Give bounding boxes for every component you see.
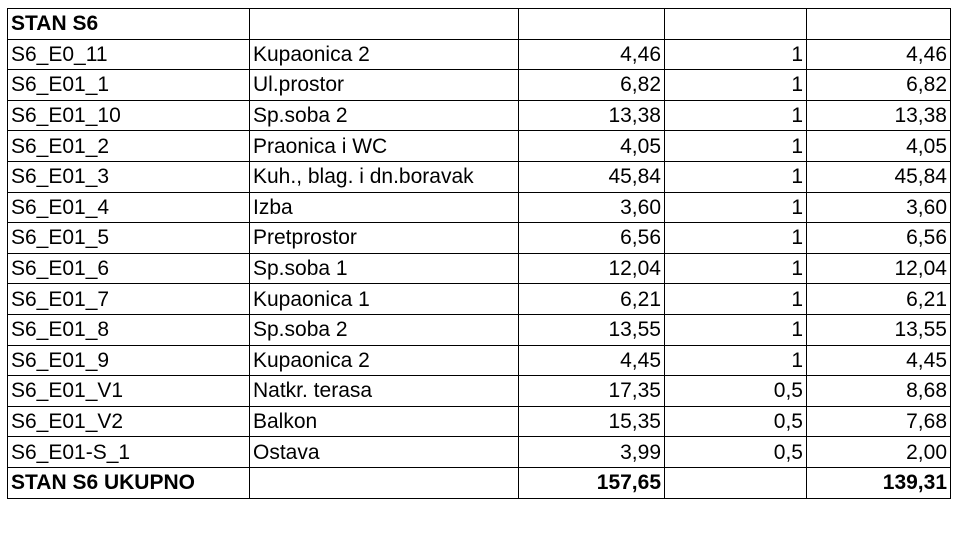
apartment-area-sheet [7,8,951,499]
room-net-area-cell[interactable]: 12,04 [807,253,951,284]
room-coefficient-cell[interactable]: 1 [665,253,807,284]
room-coefficient-cell[interactable]: 1 [665,345,807,376]
room-name-cell[interactable]: Izba [250,192,519,223]
room-area-cell[interactable]: 4,45 [519,345,665,376]
room-code-cell[interactable]: S6_E01_9 [8,345,250,376]
table-row [8,314,951,345]
empty-cell[interactable] [519,9,665,40]
room-name-cell[interactable]: Kupaonica 1 [250,284,519,315]
room-area-cell[interactable]: 6,21 [519,284,665,315]
table-row [8,39,951,70]
room-area-cell[interactable]: 12,04 [519,253,665,284]
total-net-area[interactable]: 139,31 [807,467,951,498]
room-area-cell[interactable]: 13,38 [519,100,665,131]
room-coefficient-cell[interactable]: 0,5 [665,406,807,437]
table-row [8,161,951,192]
room-coefficient-cell[interactable]: 0,5 [665,376,807,407]
area-table [7,8,951,499]
room-code-cell[interactable]: S6_E01_3 [8,161,250,192]
room-area-cell[interactable]: 45,84 [519,161,665,192]
room-coefficient-cell[interactable]: 1 [665,39,807,70]
table-row [8,376,951,407]
room-area-cell[interactable]: 3,99 [519,437,665,468]
table-row [8,100,951,131]
apartment-title[interactable]: STAN S6 [8,9,250,40]
empty-cell[interactable] [250,9,519,40]
table-row [8,223,951,254]
room-code-cell[interactable]: S6_E01_10 [8,100,250,131]
room-name-cell[interactable]: Praonica i WC [250,131,519,162]
room-name-cell[interactable]: Sp.soba 2 [250,100,519,131]
room-coefficient-cell[interactable]: 1 [665,161,807,192]
table-row [8,131,951,162]
room-name-cell[interactable]: Natkr. terasa [250,376,519,407]
room-area-cell[interactable]: 3,60 [519,192,665,223]
room-code-cell[interactable]: S6_E01_4 [8,192,250,223]
empty-cell[interactable] [665,467,807,498]
room-net-area-cell[interactable]: 6,56 [807,223,951,254]
table-row [8,406,951,437]
total-area[interactable]: 157,65 [519,467,665,498]
room-code-cell[interactable]: S6_E01_8 [8,314,250,345]
room-net-area-cell[interactable]: 2,00 [807,437,951,468]
room-area-cell[interactable]: 15,35 [519,406,665,437]
total-label[interactable]: STAN S6 UKUPNO [8,467,250,498]
room-name-cell[interactable]: Kupaonica 2 [250,345,519,376]
table-row [8,70,951,101]
room-name-cell[interactable]: Pretprostor [250,223,519,254]
room-coefficient-cell[interactable]: 1 [665,284,807,315]
room-coefficient-cell[interactable]: 1 [665,131,807,162]
header-row [8,9,951,40]
room-name-cell[interactable]: Sp.soba 1 [250,253,519,284]
empty-cell[interactable] [665,9,807,40]
room-coefficient-cell[interactable]: 0,5 [665,437,807,468]
room-code-cell[interactable]: S6_E01_6 [8,253,250,284]
room-net-area-cell[interactable]: 6,82 [807,70,951,101]
table-row [8,192,951,223]
room-name-cell[interactable]: Sp.soba 2 [250,314,519,345]
empty-cell[interactable] [807,9,951,40]
room-name-cell[interactable]: Ul.prostor [250,70,519,101]
room-net-area-cell[interactable]: 6,21 [807,284,951,315]
room-net-area-cell[interactable]: 7,68 [807,406,951,437]
room-net-area-cell[interactable]: 4,45 [807,345,951,376]
room-coefficient-cell[interactable]: 1 [665,100,807,131]
room-name-cell[interactable]: Kupaonica 2 [250,39,519,70]
room-net-area-cell[interactable]: 45,84 [807,161,951,192]
total-row [8,467,951,498]
room-net-area-cell[interactable]: 13,55 [807,314,951,345]
room-code-cell[interactable]: S6_E0_11 [8,39,250,70]
room-area-cell[interactable]: 13,55 [519,314,665,345]
room-coefficient-cell[interactable]: 1 [665,223,807,254]
room-code-cell[interactable]: S6_E01_2 [8,131,250,162]
room-name-cell[interactable]: Ostava [250,437,519,468]
room-coefficient-cell[interactable]: 1 [665,314,807,345]
table-row [8,345,951,376]
room-code-cell[interactable]: S6_E01-S_1 [8,437,250,468]
room-area-cell[interactable]: 17,35 [519,376,665,407]
room-area-cell[interactable]: 4,05 [519,131,665,162]
table-row [8,284,951,315]
room-area-cell[interactable]: 4,46 [519,39,665,70]
area-table-body [8,9,951,499]
room-code-cell[interactable]: S6_E01_5 [8,223,250,254]
room-net-area-cell[interactable]: 3,60 [807,192,951,223]
room-area-cell[interactable]: 6,56 [519,223,665,254]
room-coefficient-cell[interactable]: 1 [665,70,807,101]
room-net-area-cell[interactable]: 4,46 [807,39,951,70]
table-row [8,253,951,284]
room-code-cell[interactable]: S6_E01_V2 [8,406,250,437]
empty-cell[interactable] [250,467,519,498]
room-code-cell[interactable]: S6_E01_1 [8,70,250,101]
room-code-cell[interactable]: S6_E01_7 [8,284,250,315]
room-net-area-cell[interactable]: 4,05 [807,131,951,162]
room-net-area-cell[interactable]: 13,38 [807,100,951,131]
room-coefficient-cell[interactable]: 1 [665,192,807,223]
table-row [8,437,951,468]
room-code-cell[interactable]: S6_E01_V1 [8,376,250,407]
room-area-cell[interactable]: 6,82 [519,70,665,101]
room-name-cell[interactable]: Balkon [250,406,519,437]
room-name-cell[interactable]: Kuh., blag. i dn.boravak [250,161,519,192]
room-net-area-cell[interactable]: 8,68 [807,376,951,407]
